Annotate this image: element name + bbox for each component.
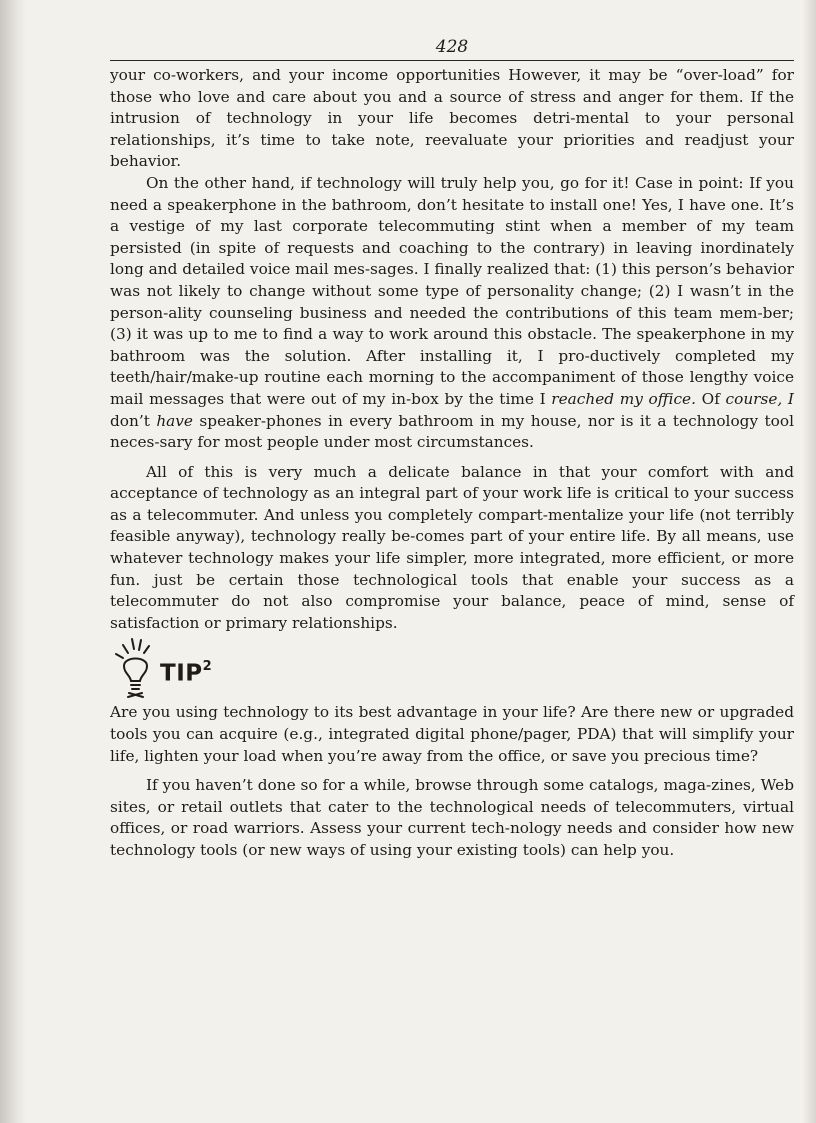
page-number: 428 — [435, 37, 469, 57]
book-page — [110, 36, 794, 862]
scan-shadow-right — [802, 0, 816, 1123]
paragraph-speakerphone-text-c: don’t — [110, 411, 157, 430]
paragraph-speakerphone-text-d: speaker-phones in every bathroom in my house, nor is it a technology tool neces-sary for most people under most circumstances. — [110, 411, 794, 452]
tip-label — [160, 656, 212, 687]
paragraph-speakerphone-emphasis-1: reached my office. — [551, 389, 696, 408]
paragraph-intro: your co-workers, and your income opportunities However, it may be “over-load” for those who love and care about you and a source of stress and anger for them. If the intrusion of technology in your life becomes detri-mental to your personal relationships, it’s time to take note, reevaluate your priorities and readjust your behavior. — [110, 66, 794, 171]
paragraph-spacer — [110, 454, 794, 462]
tip-heading — [110, 636, 794, 702]
paragraph-speakerphone-text-a: On the other hand, if technology will truly help you, go for it! Case in point: If you need a speakerphone in the bathroom, don’t hesitate to install one! Yes, I have one. It’s a vestige of my last corporate telecommuting stint when a member of my team persisted (in spite of requests and coaching to the contrary) in leaving inordinately long and detailed voice mail mes-sages. I finally realized that: (1) this person’s behavior was not likely to change without some type of personality change; (2) I wasn’t in the person-ality counseling business and needed the contributions of this team mem-ber; (3) it was up to me to find a way to work around this obstacle. The speakerphone in my bathroom was the solution. After installing it, I pro-ductively completed my teeth/hair/make-up routine each morning to the accompaniment of those lengthy voice mail messages that were out of my in-box by the time I — [110, 173, 794, 408]
paragraph-speakerphone-emphasis-2: course, I — [725, 389, 794, 408]
paragraph-browse: If you haven’t done so for a while, browse through some catalogs, maga-zines, Web sites, or retail outlets that cater to the technological needs of telecommuters, virtual offices, or road warriors. Assess your current tech-nology needs and consider how new technology tools (or new ways of using your existing tools) can help you. — [110, 776, 794, 859]
tip-body: Are you using technology to its best advantage in your life? Are there new or upgraded tools you can acquire (e.g., integrated digital phone/pager, PDA) that will simplify your life, lighten your load when you’re away from the office, or save you precious time? — [110, 703, 794, 765]
lightbulb-icon — [110, 636, 160, 698]
paragraph-speakerphone — [110, 173, 794, 454]
tip-label-superscript: 2 — [202, 659, 213, 675]
paragraph-speakerphone-text-b: Of — [695, 389, 726, 408]
tip-label-text: TIP — [160, 661, 203, 688]
paragraph-speakerphone-emphasis-3: have — [156, 411, 193, 430]
paragraph-spacer-2 — [110, 767, 794, 775]
paragraph-balance: All of this is very much a delicate balance in that your comfort with and acceptance of technology as an integral part of your work life is critical to your success as a telecommuter. And unless you completely compart-mentalize your life (not terribly feasible anyway), technology really be-comes part of your entire life. By all means, use whatever technology makes your life simpler, more integrated, more efficient, or more fun. just be certain those technological tools that enable your success as a telecommuter do not also compromise your balance, peace of mind, sense of satisfaction or primary relationships. — [110, 462, 794, 632]
scan-shadow-left — [0, 0, 26, 1123]
header-rule — [110, 60, 794, 61]
